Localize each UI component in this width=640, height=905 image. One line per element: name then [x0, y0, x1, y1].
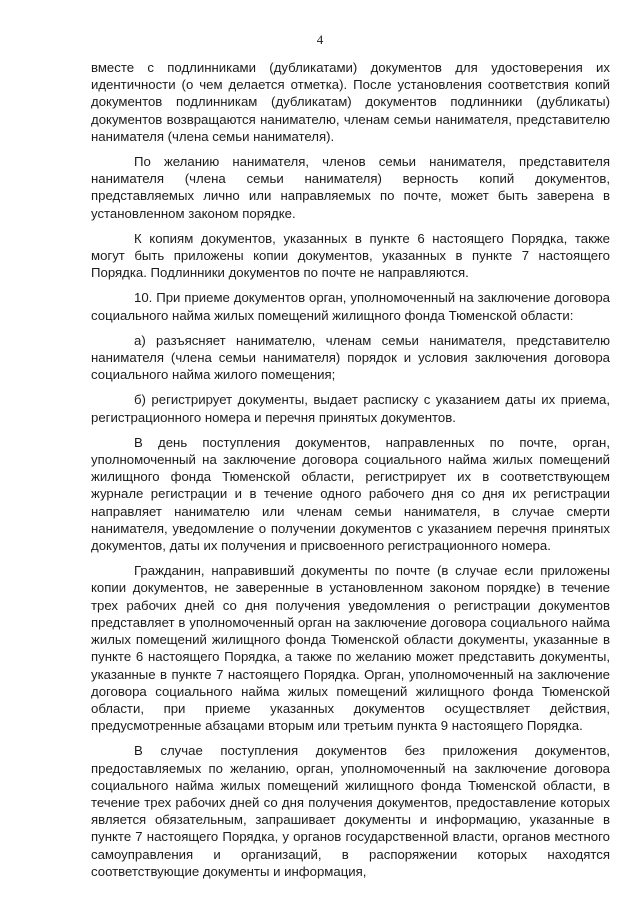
paragraph: К копиям документов, указанных в пункте 6 настоящего Порядка, также могут быть приложены копии документов, указанных в пункте 7 настоящего Порядка. Подлинники документов по почте не направляются.	[91, 230, 610, 281]
page-number: 4	[316, 32, 324, 47]
paragraph: В день поступления документов, направленных по почте, орган, уполномоченный на заключение договора социального найма жилых помещений жилищного фонда Тюменской области, регистрирует их в соответствующем журнале регистрации и в течение одного рабочего дня со дня их регистрации направляет нанимателю или членам семьи нанимателя, в случае смерти нанимателя, уведомление о получении документов с указанием перечня принятых документов, даты их получения и присвоенного регистрационного номера.	[91, 434, 610, 554]
paragraph: 10. При приеме документов орган, уполномоченный на заключение договора социального найма жилых помещений жилищного фонда Тюменской области:	[91, 290, 610, 323]
paragraph: а) разъясняет нанимателю, членам семьи нанимателя, представителю нанимателя (члена семьи нанимателя) порядок и условия заключения договора социального найма жилого помещения;	[91, 332, 610, 383]
paragraph: б) регистрирует документы, выдает расписку с указанием даты их приема, регистрационного номера и перечня принятых документов.	[91, 392, 610, 425]
paragraph: вместе с подлинниками (дубликатами) документов для удостоверения их идентичности (о чем делается отметка). После установления соответствия копий документов подлинникам (дубликатам) документов подлинники (дубликаты) документов возвращаются нанимателю, членам семьи нанимателя, представителю нанимателя (члена семьи нанимателя).	[91, 60, 610, 144]
paragraph: По желанию нанимателя, членов семьи нанимателя, представителя нанимателя (члена семьи нанимателя) верность копий документов, представляемых лично или направляемых по почте, может быть заверена в установленном законом порядке.	[91, 154, 610, 221]
paragraph: Гражданин, направивший документы по почте (в случае если приложены копии документов, не заверенные в установленном законом порядке) в течение трех рабочих дней со дня получения уведомления о регистрации документов представляет в уполномоченный орган на заключение договора социального найма жилых помещений жилищного фонда Тюменской области документы, указанные в пункте 6 настоящего Порядка, а также по желанию может представить документы, указанные в пункте 7 настоящего Порядка. Орган, уполномоченный на заключение договора социального найма жилых помещений жилищного фонда Тюменской области, при приеме указанных документов осуществляет действия, предусмотренные абзацами вторым или третьим пункта 9 настоящего Порядка.	[91, 563, 610, 734]
paragraph: В случае поступления документов без приложения документов, предоставляемых по желанию, орган, уполномоченный на заключение договора социального найма жилых помещений жилищного фонда Тюменской области, в течение трех рабочих дней со дня получения документов, предоставление которых является обязательным, запрашивает документы и информацию, указанные в пункте 7 настоящего Порядка, у органов государственной власти, органов местного самоуправления и организаций, в распоряжении которых находятся соответствующие документы и информация,	[91, 743, 610, 879]
document-body	[91, 59, 610, 888]
